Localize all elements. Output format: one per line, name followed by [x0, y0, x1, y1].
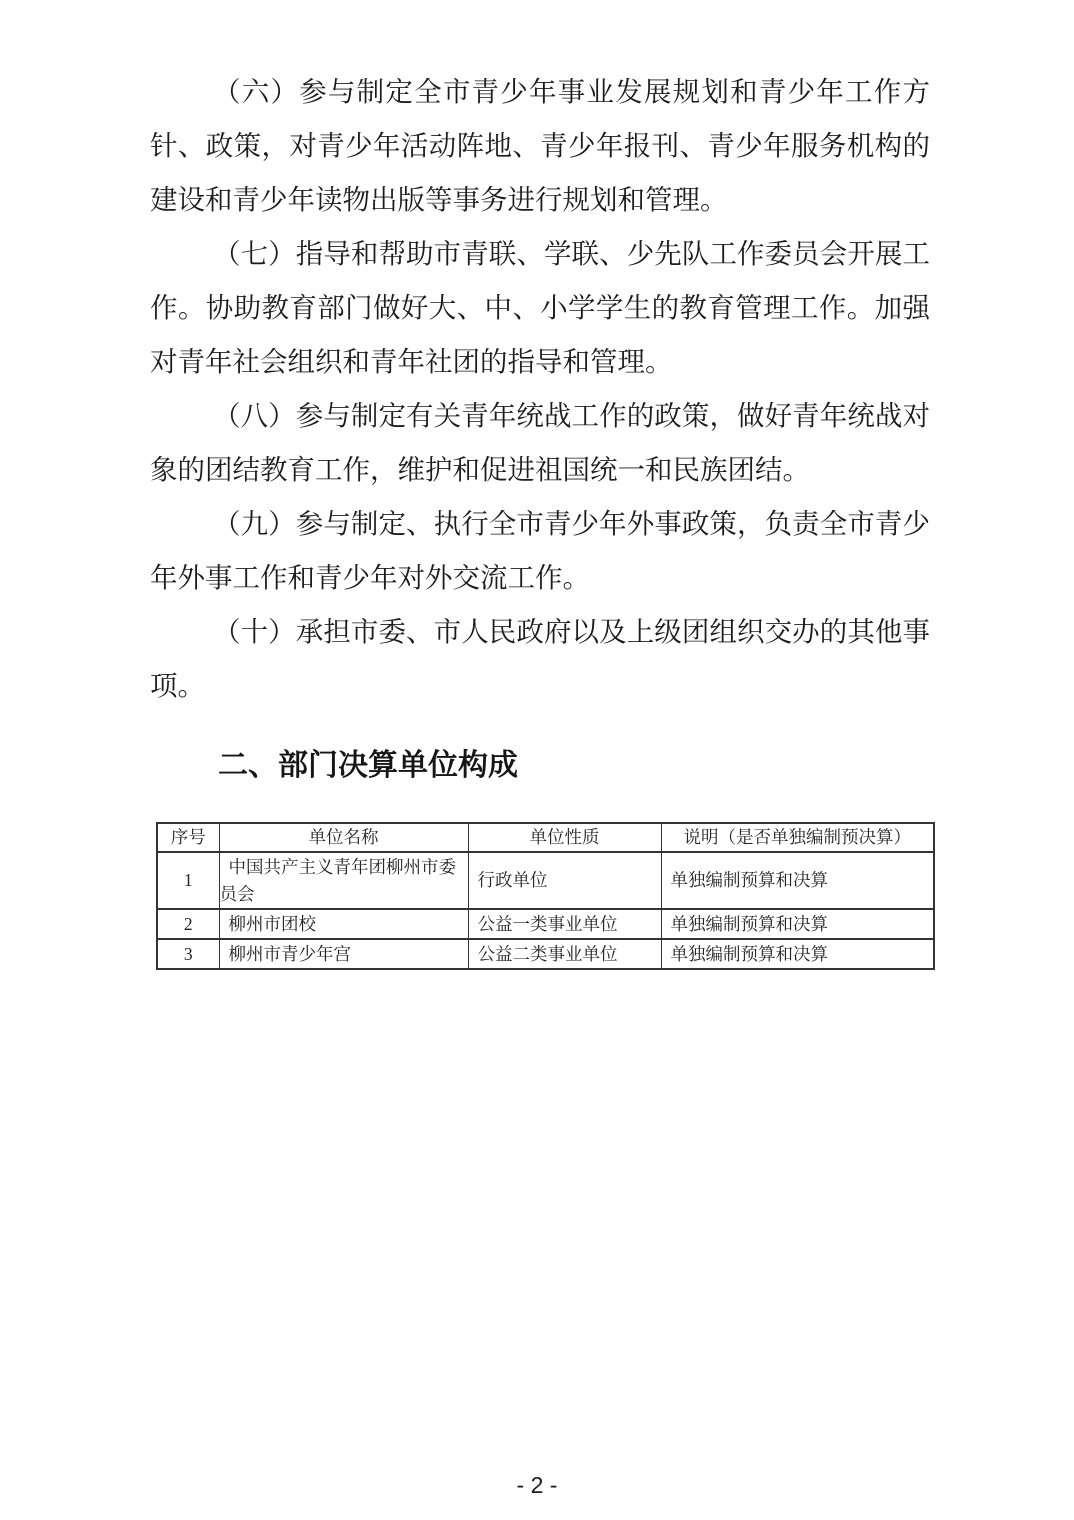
- section-heading: 二、部门决算单位构成: [218, 749, 518, 782]
- body-line: （六）参与制定全市青少年事业发展规划和青少年工作方: [213, 76, 930, 107]
- table-cell-type: 行政单位: [468, 852, 661, 909]
- table-cell-type: 公益一类事业单位: [468, 909, 661, 939]
- table-cell-no: 1: [157, 852, 219, 909]
- table-cell-name: 柳州市团校: [219, 909, 468, 939]
- table-header-cell-no: 序号: [157, 823, 219, 852]
- body-line: 建设和青少年读物出版等事务进行规划和管理。: [150, 184, 728, 215]
- table-cell-note: 单独编制预算和决算: [661, 939, 934, 969]
- document-body: [150, 65, 930, 713]
- table-cell-no: 3: [157, 939, 219, 969]
- table-cell-no: 2: [157, 909, 219, 939]
- body-line: 象的团结教育工作，维护和促进祖国统一和民族团结。: [150, 454, 810, 485]
- paragraph: [150, 605, 930, 713]
- paragraph: [150, 227, 930, 389]
- paragraph: [150, 65, 930, 227]
- table-cell-note: 单独编制预算和决算: [661, 909, 934, 939]
- body-line: （七）指导和帮助市青联、学联、少先队工作委员会开展工: [213, 238, 930, 269]
- page-number: - 2 -: [516, 1472, 558, 1498]
- body-line: 对青年社会组织和青年社团的指导和管理。: [150, 346, 673, 377]
- table-header-cell-note: 说明（是否单独编制预决算）: [661, 823, 934, 852]
- table-row: [157, 939, 934, 969]
- table-cell-name: 中国共产主义青年团柳州市委员会: [219, 852, 468, 909]
- table-header-row: [157, 823, 934, 852]
- body-line: （十）承担市委、市人民政府以及上级团组织交办的其他事: [213, 616, 930, 647]
- table-cell-name: 柳州市青少年宫: [219, 939, 468, 969]
- paragraph: [150, 389, 930, 497]
- table-header-cell-name: 单位名称: [219, 823, 468, 852]
- budget-units-table: [156, 822, 935, 970]
- paragraph: [150, 497, 930, 605]
- table-cell-note: 单独编制预算和决算: [661, 852, 934, 909]
- table-row: [157, 909, 934, 939]
- body-line: 针、政策，对青少年活动阵地、青少年报刊、青少年服务机构的: [150, 130, 930, 161]
- body-line: （九）参与制定、执行全市青少年外事政策，负责全市青少: [213, 508, 930, 539]
- body-line: 作。协助教育部门做好大、中、小学学生的教育管理工作。加强: [150, 292, 930, 323]
- body-line: 年外事工作和青少年对外交流工作。: [150, 562, 590, 593]
- table-cell-type: 公益二类事业单位: [468, 939, 661, 969]
- table-header-cell-type: 单位性质: [468, 823, 661, 852]
- body-line: 项。: [150, 670, 205, 701]
- body-line: （八）参与制定有关青年统战工作的政策，做好青年统战对: [213, 400, 930, 431]
- table-row: [157, 852, 934, 909]
